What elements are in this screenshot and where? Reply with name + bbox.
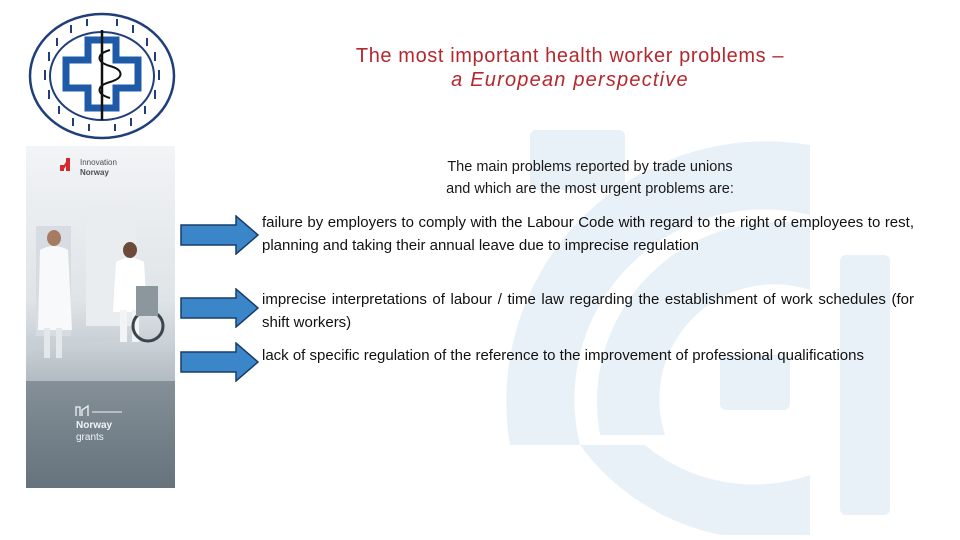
- innovation-norway-mark-icon: [58, 156, 76, 174]
- trade-union-logo: [26, 10, 178, 142]
- subheading: [400, 156, 780, 200]
- brand-top-line-1: Innovation: [80, 158, 117, 167]
- norway-grants-brand: [76, 420, 112, 444]
- innovation-norway-brand: [80, 158, 117, 178]
- brand-bottom-line-2: grants: [76, 432, 104, 443]
- arrow-right-icon: [180, 288, 260, 328]
- problem-item: lack of specific regulation of the reference to the improvement of professional qualifications: [262, 347, 864, 364]
- subheading-line-1: The main problems reported by trade unions: [447, 159, 733, 175]
- arrow-right-icon: [180, 215, 260, 255]
- title-line-1: The most important health worker problems –: [355, 45, 785, 67]
- problem-item: failure by employers to comply with the Labour Code with regard to the right of employees to rest, planning and taking their annual leave due to imprecise regulation: [262, 214, 914, 254]
- subheading-line-2: and which are the most urgent problems are:: [446, 181, 734, 197]
- norway-grants-mark-icon: [74, 404, 124, 418]
- title-line-2: a European perspective: [451, 69, 689, 91]
- slide-title: [300, 44, 840, 92]
- brand-top-line-2: Norway: [80, 168, 109, 177]
- sidebar-banner: [26, 146, 175, 488]
- arrow-right-icon: [180, 342, 260, 382]
- problem-item: imprecise interpretations of labour / time law regarding the establishment of work schedules (for shift workers): [262, 291, 914, 331]
- brand-bottom-line-1: Norway: [76, 420, 113, 431]
